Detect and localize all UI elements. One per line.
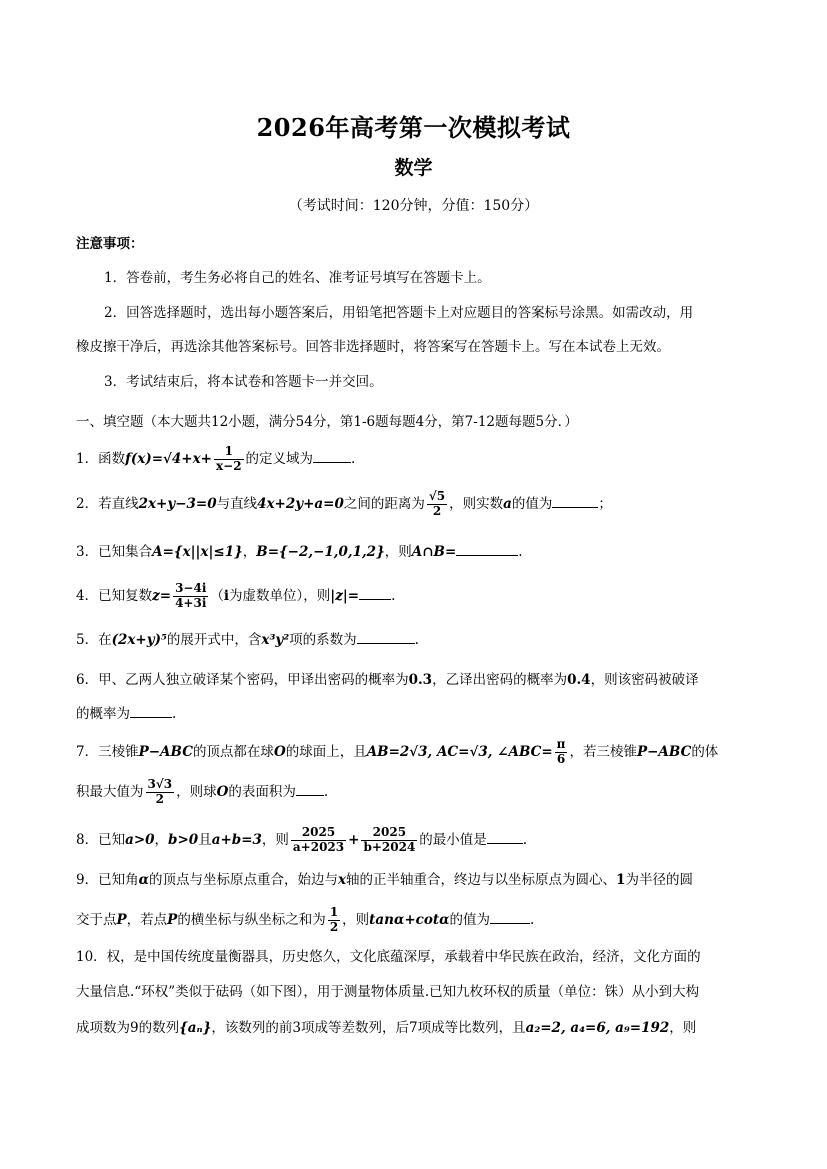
exam-title: 2026年高考第一次模拟考试	[256, 113, 571, 142]
q4-denominator: 4+3i	[175, 595, 207, 610]
q4-answer-blank	[359, 587, 391, 600]
q1-text-b: 的定义域为	[245, 450, 314, 467]
q3-expression: A∩B=	[411, 544, 457, 560]
q7-answer-blank	[296, 783, 324, 796]
q7-sphere-o: O	[273, 743, 286, 760]
note-3: 3．考试结束后，将本试卷和答题卡一并交回。	[104, 374, 383, 390]
q5-text-d: .	[414, 632, 419, 648]
q7-text-c: 的球面上，且	[285, 743, 367, 760]
question-4	[76, 582, 756, 611]
exam-info: （考试时间：120分钟，分值：150分）	[288, 198, 539, 214]
q9-alpha: α	[138, 872, 149, 888]
q2-variable: a	[503, 495, 512, 512]
q8-cond-3: a+b=3	[211, 831, 262, 848]
question-3	[76, 540, 756, 560]
question-10-line-3	[76, 1016, 756, 1036]
q3-text-b: ，则	[384, 544, 412, 560]
q1-numerator: 1	[214, 445, 244, 460]
q7-text-f: 积最大值为	[76, 783, 144, 800]
q8-text-c: ，则	[261, 831, 289, 848]
q9-text-a: 9．已知角	[76, 872, 139, 888]
q9-text-c: 轴的正半轴重合，终边与以坐标原点为圆心、	[346, 872, 617, 888]
q4-text-c: 为虚数单位），则	[229, 587, 331, 604]
q7-pyramid-2: P−ABC	[636, 743, 692, 760]
q9-radius: 1	[616, 872, 626, 888]
q8-text-e: .	[522, 831, 528, 848]
q7-volume-fraction	[146, 778, 175, 807]
q2-denominator: 2	[432, 503, 442, 518]
q10-text-c: ，则	[669, 1020, 697, 1036]
q4-imaginary-unit: i	[223, 587, 230, 604]
q6-probability-1: 0.3	[408, 672, 433, 688]
q1-text-a: 1．函数	[76, 450, 126, 467]
notes-heading: 注意事项：	[76, 236, 144, 252]
q8-cond-1: a>0	[125, 831, 155, 848]
q9-text-h: ，则	[342, 911, 370, 928]
q9-x-axis: x	[337, 872, 347, 888]
q6-text-a: 6．甲、乙两人独立破译某个密码，甲译出密码的概率为	[76, 672, 409, 688]
q6-text-e: .	[172, 706, 177, 722]
q8-plus: +	[348, 831, 360, 848]
q9-text-g: 的横坐标与纵坐标之和为	[177, 911, 326, 928]
q8-denominator-2: b+2024	[363, 839, 416, 854]
q4-fraction	[173, 582, 208, 611]
q6-probability-2: 0.4	[567, 672, 591, 688]
question-7-line-2	[76, 778, 756, 807]
question-6-line-2	[76, 702, 756, 722]
q4-modulus: |z|=	[330, 587, 360, 604]
question-5	[76, 628, 756, 648]
q2-answer-blank	[552, 495, 598, 508]
q2-fraction	[427, 490, 447, 519]
q5-answer-blank	[357, 631, 415, 644]
q4-text-b: （	[210, 587, 224, 604]
q2-line-2: 4x+2y+a=0	[257, 495, 344, 512]
q10-sequence: {aₙ}	[179, 1020, 212, 1036]
q5-text-c: 项的系数为	[289, 632, 357, 648]
question-10-line-1: 10．权，是中国传统度量衡器具，历史悠久，文化底蕴深厚，承载着中华民族在政治，经济，文化方面的	[76, 949, 701, 965]
q2-text-e: 的值为	[511, 495, 553, 512]
q2-text-b: 与直线	[216, 495, 258, 512]
q9-point-p: P	[116, 911, 127, 928]
q7-pyramid: P−ABC	[138, 743, 193, 760]
q7-text-i: .	[323, 783, 329, 800]
q9-answer-blank	[490, 911, 530, 924]
question-10-line-2: 大量信息.“环权”类似于砝码（如下图），用于测量物体质量.已知九枚环权的质量（单位：铢）从小到大构	[76, 984, 700, 1000]
q7-angle-fraction	[555, 738, 568, 767]
q1-fraction	[214, 445, 244, 474]
q8-fraction-2	[361, 826, 417, 855]
q8-text-d: 的最小值是	[419, 831, 487, 848]
question-9-line-2	[76, 906, 756, 935]
q7-volume-numerator: 3√3	[147, 777, 173, 791]
q9-text-i: 的值为	[449, 911, 491, 928]
q3-text-c: .	[518, 544, 523, 560]
q1-function: f(x)=√4+x+	[125, 450, 212, 467]
q7-volume-denominator: 2	[155, 791, 164, 806]
q5-text-b: 的展开式中，含	[166, 632, 262, 648]
q7-sphere-o-2: O	[216, 783, 229, 800]
q7-text-b: 的顶点都在球	[192, 743, 274, 760]
q9-numerator: 1	[329, 905, 339, 919]
q7-text-e: 的体	[691, 743, 719, 760]
q9-point-p-2: P	[167, 911, 178, 928]
q8-cond-2: b>0	[168, 831, 199, 848]
question-9-line-1	[76, 868, 756, 888]
q2-line-1: 2x+y−3=0	[138, 495, 217, 512]
note-1: 1．答卷前，考生务必将自己的姓名、准考证号填写在答题卡上。	[104, 270, 491, 286]
q4-numerator: 3−4i	[175, 581, 207, 595]
q7-angle-numerator: π	[556, 737, 566, 751]
q8-fraction-1	[291, 826, 346, 855]
q8-numerator-1: 2025	[291, 826, 346, 841]
q2-text-a: 2．若直线	[76, 495, 139, 512]
question-1	[76, 445, 756, 474]
q10-text-a: 成项数为9的数列	[76, 1020, 180, 1036]
q6-text-d: 的概率为	[76, 706, 130, 722]
q10-conditions: a₂=2, a₄=6, a₉=192	[525, 1020, 670, 1036]
q5-text-a: 5．在	[76, 632, 112, 648]
note-2-line-2: 橡皮擦干净后，再选涂其他答案标号。回答非选择题时，将答案写在答题卡上。写在本试卷上无效。	[76, 339, 670, 355]
q6-text-c: ，则该密码被破译	[590, 672, 699, 688]
q7-text-h: 的表面积为	[228, 783, 296, 800]
q6-text-b: ，乙译出密码的概率为	[432, 672, 568, 688]
q9-text-d: 为半径的圆	[625, 872, 693, 888]
q3-text-a: 3．已知集合	[76, 544, 153, 560]
subject-heading: 数学	[394, 157, 433, 179]
q9-text-b: 的顶点与坐标原点重合，始边与	[148, 872, 338, 888]
question-6-line-1	[76, 668, 756, 688]
q10-text-b: ，该数列的前3项成等差数列，后7项成等比数列，且	[211, 1020, 526, 1036]
q5-expression: (2x+y)⁵	[111, 632, 167, 648]
q4-z: z=	[152, 587, 172, 604]
q6-answer-blank	[130, 705, 172, 718]
q8-denominator-1: a+2023	[292, 839, 345, 854]
q3-answer-blank	[456, 543, 518, 556]
q9-text-j: .	[530, 911, 535, 928]
q7-angle-denominator: 6	[556, 751, 566, 766]
q3-set-a: A={x||x|≤1}	[152, 544, 243, 560]
q1-answer-blank	[313, 450, 351, 463]
note-2-line-1: 2．回答选择题时，选出每小题答案后，用铅笔把答题卡上对应题目的答案标号涂黑。如需改动，用	[104, 305, 694, 321]
q1-text-c: .	[351, 450, 356, 467]
q2-numerator: √5	[428, 489, 446, 503]
q7-conditions: AB=2√3, AC=√3, ∠ABC=	[366, 743, 553, 760]
q8-answer-blank	[487, 831, 523, 844]
q4-text-d: .	[391, 587, 396, 604]
q7-text-g: ，则球	[176, 783, 217, 800]
q2-text-c: 之间的距离为	[343, 495, 425, 512]
q1-denominator: x−2	[215, 458, 242, 473]
q9-expression: tanα+cotα	[369, 911, 450, 928]
q9-denominator: 2	[329, 919, 339, 934]
q9-text-f: ，若点	[126, 911, 168, 928]
q9-text-e: 交于点	[76, 911, 117, 928]
q2-text-d: ，则实数	[449, 495, 504, 512]
q2-text-f: ；	[598, 495, 612, 512]
q7-text-a: 7．三棱锥	[76, 743, 139, 760]
question-2	[76, 490, 756, 519]
q9-fraction	[328, 906, 340, 935]
q8-separator: ，	[154, 831, 169, 848]
q3-set-b: B={−2,−1,0,1,2}	[256, 544, 385, 560]
q5-term: x³y²	[261, 632, 290, 648]
question-7-line-1	[76, 738, 756, 767]
section-heading: 一、填空题（本大题共12小题，满分54分，第1-6题每题4分，第7-12题每题5分．）	[76, 414, 578, 430]
q4-text-a: 4．已知复数	[76, 587, 153, 604]
question-8	[76, 826, 756, 855]
q7-text-d: ，若三棱锥	[569, 743, 637, 760]
q8-numerator-2: 2025	[361, 826, 417, 841]
q3-separator: ，	[242, 544, 257, 560]
q8-text-b: 且	[198, 831, 212, 848]
q8-text-a: 8．已知	[76, 831, 126, 848]
